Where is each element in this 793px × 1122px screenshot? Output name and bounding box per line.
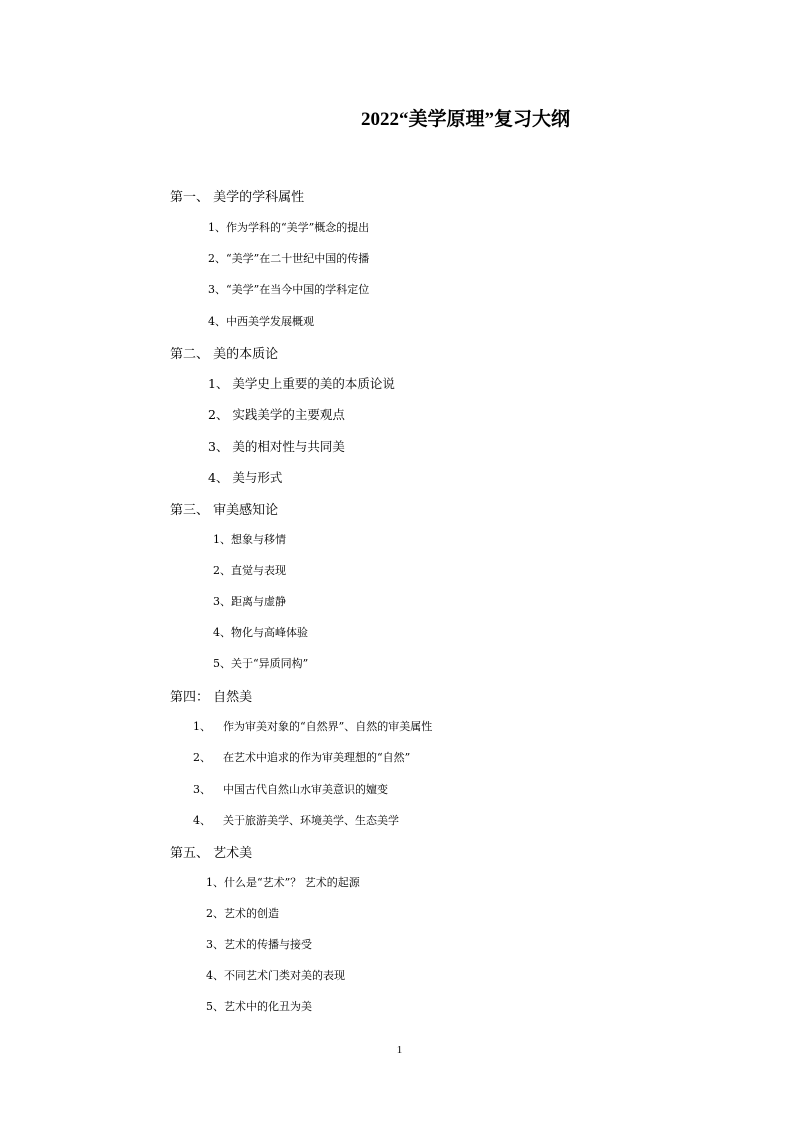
item-number: 3、	[193, 783, 211, 796]
chapter-2-item: 1、 美学史上重要的美的本质论说	[208, 376, 395, 391]
chapter-1-heading: 第一、 美学的学科属性	[170, 190, 305, 205]
chapter-5-item: 5、艺术中的化丑为美	[206, 1000, 312, 1013]
chapter-5-item: 3、艺术的传播与接受	[206, 938, 312, 951]
chapter-1-item: 4、中西美学发展概观	[208, 315, 314, 328]
item-text: 作为审美对象的“自然界”、自然的审美属性	[223, 720, 433, 733]
chapter-2-item: 4、 美与形式	[208, 470, 283, 485]
chapter-4-item	[193, 718, 432, 734]
chapter-1-item: 3、“美学”在当今中国的学科定位	[208, 283, 370, 296]
item-text: 中国古代自然山水审美意识的嬗变	[223, 783, 388, 796]
chapter-1-item: 1、作为学科的“美学”概念的提出	[208, 221, 370, 234]
chapter-4-item	[193, 781, 388, 797]
item-number: 2、	[193, 751, 211, 764]
chapter-5-heading: 第五、 艺术美	[170, 846, 253, 861]
chapter-2-item: 2、 实践美学的主要观点	[208, 407, 345, 422]
chapter-4-item	[193, 812, 399, 828]
item-text: 在艺术中追求的作为审美理想的“自然”	[223, 751, 411, 764]
document-title: 2022“美学原理”复习大纲	[360, 109, 570, 130]
item-number: 4、	[193, 814, 211, 827]
chapter-5-item: 4、不同艺术门类对美的表现	[206, 969, 345, 982]
chapter-5-item: 2、艺术的创造	[206, 907, 279, 920]
chapter-1-item: 2、“美学”在二十世纪中国的传播	[208, 252, 370, 265]
item-text: 关于旅游美学、环境美学、生态美学	[223, 814, 399, 827]
chapter-3-item: 5、关于“异质同构”	[213, 657, 309, 670]
chapter-3-item: 1、想象与移情	[213, 533, 286, 546]
chapter-3-item: 2、直觉与表现	[213, 564, 286, 577]
chapter-4-item	[193, 749, 410, 765]
chapter-4-heading: 第四： 自然美	[170, 690, 253, 705]
chapter-2-item: 3、 美的相对性与共同美	[208, 439, 345, 454]
chapter-3-item: 4、物化与高峰体验	[213, 626, 308, 639]
chapter-5-item: 1、什么是“艺术”？ 艺术的起源	[206, 876, 360, 889]
chapter-2-heading: 第二、 美的本质论	[170, 347, 279, 362]
item-number: 1、	[193, 720, 211, 733]
chapter-3-item: 3、距离与虚静	[213, 595, 286, 608]
chapter-3-heading: 第三、 审美感知论	[170, 503, 279, 518]
page-number: 1	[396, 1044, 403, 1056]
